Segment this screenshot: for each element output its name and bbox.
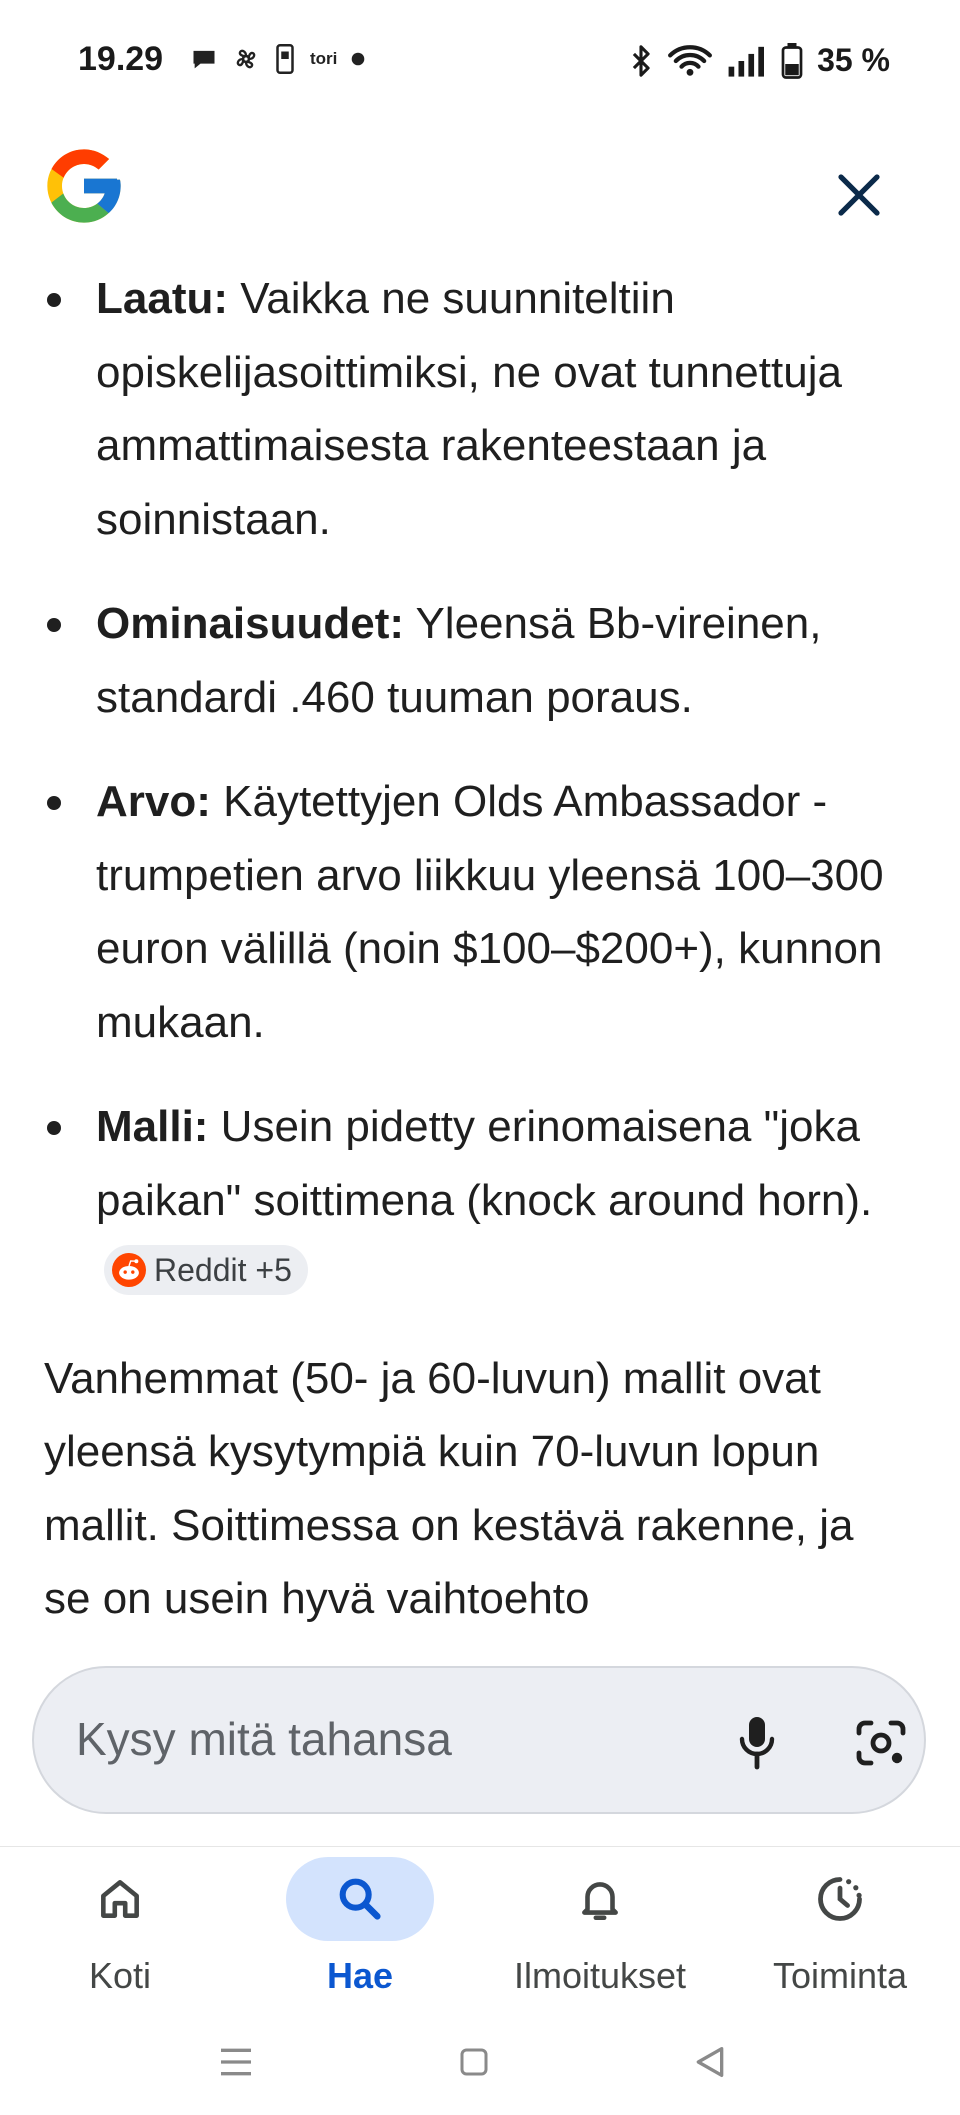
- square-icon: [456, 2044, 492, 2080]
- status-time: 19.29: [78, 40, 164, 78]
- status-right-icons: [629, 42, 890, 79]
- ai-answer-content: [0, 262, 960, 1634]
- wifi-icon: [667, 44, 713, 78]
- list-item: [0, 262, 960, 556]
- bullet-text: Usein pidetty erinomaisena "joka paikan" soittimena (knock around horn).: [96, 1102, 873, 1225]
- bullet-dot: [47, 796, 61, 810]
- recent-apps-button[interactable]: [206, 2032, 266, 2092]
- activity-icon: [766, 1857, 914, 1941]
- search-icon: [286, 1857, 434, 1941]
- tori-app-label: tori: [310, 49, 338, 68]
- bullet-text: Vaikka ne suunniteltiin opiskelijasoittimiksi, ne ovat tunnettuja ammattimaisesta rakenteestaan ja soinnistaan.: [96, 274, 842, 544]
- nav-label: Hae: [326, 1955, 394, 1996]
- google-g-icon[interactable]: [40, 142, 128, 230]
- nav-item-ilmoitukset[interactable]: [480, 1847, 720, 2017]
- bullet-list: [0, 262, 960, 1311]
- home-icon: [46, 1857, 194, 1941]
- fan-icon: [232, 45, 260, 73]
- list-item: [0, 1090, 960, 1311]
- phone-icon: [274, 44, 296, 74]
- source-chip[interactable]: [104, 1245, 308, 1295]
- battery-icon: [781, 43, 803, 79]
- nav-label: Toiminta: [772, 1955, 908, 1996]
- nav-label: Koti: [88, 1955, 152, 1996]
- close-icon: [835, 171, 883, 219]
- back-button[interactable]: [680, 2032, 740, 2092]
- notification-icons: [190, 44, 365, 74]
- answer-paragraph: Vanhemmat (50- ja 60-luvun) mallit ovat yleensä kysytympiä kuin 70-luvun lopun mallit. Soittimessa on kestävä rakenne, ja se on usein hyvä vaihtoehto: [44, 1353, 854, 1623]
- nav-label: Ilmoitukset: [513, 1955, 687, 1996]
- microphone-icon: [737, 1715, 777, 1771]
- bullet-dot: [47, 1121, 61, 1135]
- list-item: [0, 765, 960, 1059]
- google-lens-icon: [855, 1719, 907, 1767]
- nav-item-hae[interactable]: [240, 1847, 480, 2017]
- nav-item-koti[interactable]: [0, 1847, 240, 2017]
- source-chip-label: Reddit +5: [154, 1252, 292, 1289]
- nav-item-toiminta[interactable]: [720, 1847, 960, 2017]
- list-item: [0, 587, 960, 734]
- bullet-dot: [47, 618, 61, 632]
- status-bar: [0, 0, 960, 122]
- lens-search-button[interactable]: [846, 1708, 916, 1778]
- back-triangle-icon: [690, 2042, 730, 2082]
- bullet-term: Arvo:: [96, 777, 211, 826]
- battery-percent: 35 %: [817, 42, 890, 78]
- dot-icon: [351, 52, 365, 66]
- bullet-term: Ominaisuudet:: [96, 599, 405, 648]
- bullet-term: Laatu:: [96, 274, 228, 323]
- close-button[interactable]: [824, 160, 894, 230]
- menu-lines-icon: [216, 2045, 256, 2079]
- bluetooth-icon: [629, 44, 653, 78]
- bullet-dot: [47, 293, 61, 307]
- chat-bubble-icon: [190, 45, 218, 73]
- bullet-term: Malli:: [96, 1102, 209, 1151]
- home-button[interactable]: [444, 2032, 504, 2092]
- voice-search-button[interactable]: [722, 1708, 792, 1778]
- bullet-text: Yleensä Bb-vireinen, standardi .460 tuuman poraus.: [96, 599, 822, 722]
- search-bar[interactable]: [32, 1666, 926, 1814]
- system-navigation-bar: [0, 2010, 960, 2100]
- signal-icon: [727, 44, 767, 78]
- reddit-icon: [112, 1253, 146, 1287]
- bullet-text: Käytettyjen Olds Ambassador -trumpetien arvo liikkuu yleensä 100–300 euron välillä (noin $100–$200+), kunnon mukaan.: [96, 777, 884, 1047]
- search-input[interactable]: Kysy mitä tahansa: [76, 1713, 452, 1765]
- bell-icon: [526, 1857, 674, 1941]
